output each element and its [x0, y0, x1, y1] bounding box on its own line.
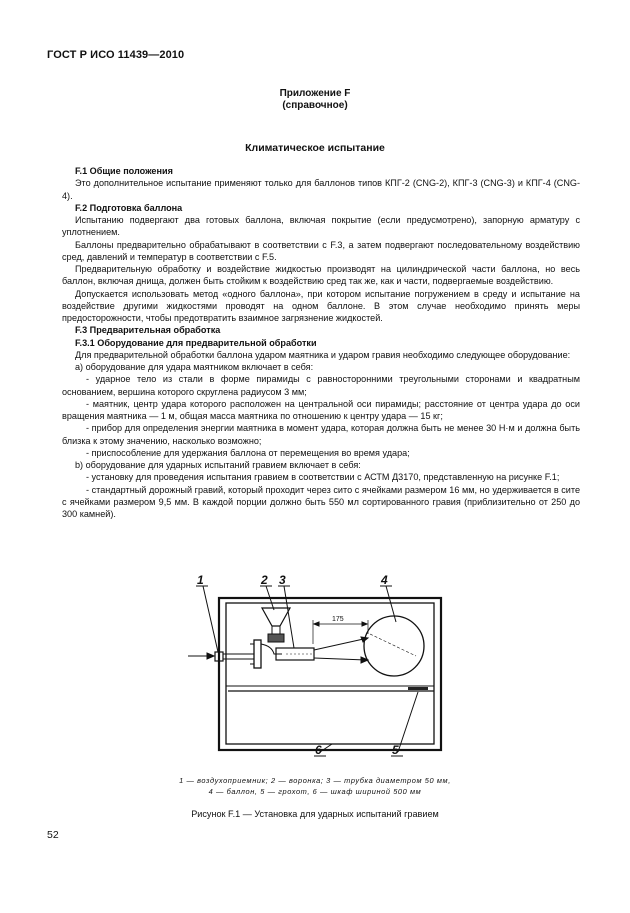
paragraph: Для предварительной обработки баллона ударом маятника и ударом гравия необходимо следующее оборудование: — [75, 349, 571, 360]
page-number: 52 — [47, 829, 59, 841]
annex-label: Приложение F — [279, 88, 351, 99]
annex-heading — [0, 88, 630, 112]
cabinet-outer — [219, 598, 441, 750]
annex-type: (справочное) — [282, 100, 348, 111]
flange — [254, 640, 261, 668]
funnel — [262, 608, 290, 626]
section-heading: F.2 Подготовка баллона — [75, 202, 183, 213]
section-heading: F.3 Предварительная обработка — [75, 325, 221, 336]
list-item: - установку для проведения испытания гравием в соответствии с АСТМ Д3170, представленную на рисунке F.1; — [86, 472, 560, 483]
callout-3: 3 — [279, 573, 286, 587]
callout-5: 5 — [392, 743, 399, 757]
legend-line-1: 1 — воздухоприемник; 2 — воронка; 3 — трубка диаметром 50 мм, — [179, 776, 451, 785]
paragraph: Баллоны предварительно обрабатывают в соответствии с F.3, а затем подвергают последовательному воздействию сред, давлений и температур в соответствии с F.5. — [62, 239, 580, 262]
section-title: Климатическое испытание — [245, 142, 385, 154]
list-item: - ударное тело из стали в форме пирамиды с равносторонними треугольными сторонами и квадратным основанием, вершина которого скруглена радиусом 3 мм; — [62, 374, 580, 397]
body-text — [62, 165, 580, 520]
legend-line-2: 4 — баллон, 5 — грохот, 6 — шкаф шириной 500 мм — [208, 787, 422, 796]
sieve-mesh — [408, 687, 428, 690]
figure-caption: Рисунок F.1 — Установка для ударных испытаний гравием — [191, 809, 439, 819]
section-heading: F.3.1 Оборудование для предварительной обработки — [75, 337, 317, 348]
document-header: ГОСТ Р ИСО 11439—2010 — [47, 49, 185, 61]
callout-4: 4 — [381, 573, 388, 587]
leader-1 — [203, 586, 218, 652]
paragraph: Предварительную обработку и воздействие жидкостью производят на цилиндрической части баллона, но весь баллон, включая днища, должен быть стойким к воздействию сред так же, как и части, подвергаемые воздействию. — [62, 264, 580, 287]
paragraph: Испытанию подвергают два готовых баллона, включая покрытие (если предусмотрено), запорную арматуру с уплотнением. — [62, 215, 580, 238]
callout-6: 6 — [315, 743, 322, 757]
figure-drawing — [186, 572, 446, 772]
list-item: - приспособление для удержания баллона от перемещения во время удара; — [86, 447, 410, 458]
list-item: - маятник, центр удара которого расположен на центральной оси пирамиды; расстояние от центра удара до оси вращения маятника — 1 м, общая масса маятника по отношению к центру удара — 15 кг; — [62, 398, 580, 421]
paragraph: Допускается использовать метод «одного баллона», при котором испытание погружением в среду и испытание на воздействие другими жидкостями проводят на одном баллоне. В этом случае необходимо принять меры предосторожности, чтобы предотвратить взаимное загрязнение жидкостей. — [62, 288, 580, 323]
leader-5 — [398, 692, 418, 752]
list-item: b) оборудование для ударных испытаний гравием включает в себя: — [75, 460, 361, 470]
list-item: а) оборудование для удара маятником включает в себя: — [75, 362, 314, 372]
dimension-175: 175 — [332, 616, 344, 623]
list-item: - стандартный дорожный гравий, который проходит через сито с ячейками размером 16 мм, но удерживается в сите с ячейками размером 9,5 мм. В каждой порции должно быть 550 мл сортированного гравия (приблизительно от 250 до 300 камней). — [62, 484, 580, 519]
figure-legend — [0, 775, 630, 797]
list-item: - прибор для определения энергии маятника в момент удара, которая должна быть не менее 30 Н·м и должна быть близка к этому значению, насколько возможно; — [62, 423, 580, 446]
callout-1: 1 — [197, 573, 204, 587]
paragraph: Это дополнительное испытание применяют только для баллонов типов КПГ-2 (CNG-2), КПГ-3 (CNG-3) и КПГ-4 (CNG-4). — [62, 178, 580, 201]
feed-block — [268, 634, 284, 642]
figure-f1 — [186, 572, 446, 772]
cylinder-circle — [364, 616, 424, 676]
callout-2: 2 — [261, 573, 268, 587]
section-heading: F.1 Общие положения — [75, 166, 173, 176]
